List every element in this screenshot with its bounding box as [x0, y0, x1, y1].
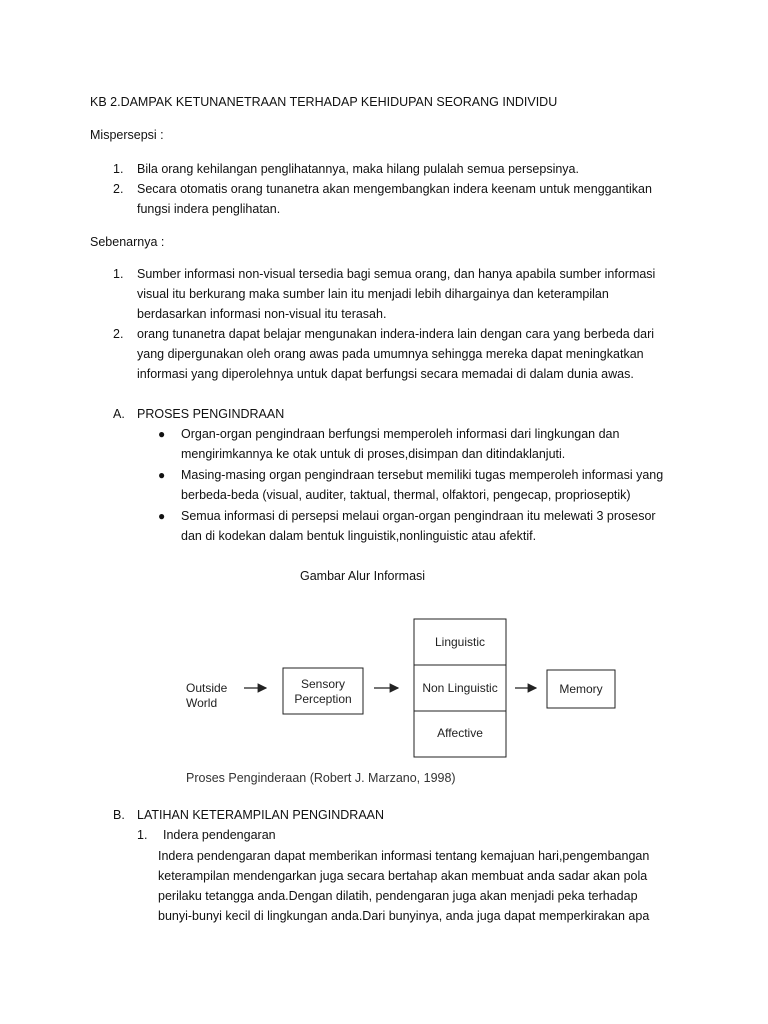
- list-item-text: fungsi indera penglihatan.: [137, 202, 281, 216]
- list-item-text: Secara otomatis orang tunanetra akan mengembangkan indera keenam untuk menggantikan: [137, 182, 652, 196]
- bullet-icon: ●: [158, 509, 166, 523]
- non-linguistic-label: Non Linguistic: [422, 681, 498, 695]
- sensory-perception-box: [283, 668, 363, 714]
- list-item-text: informasi yang diperolehnya untuk dapat berfungsi secara memadai di dalam dunia awas.: [137, 367, 634, 381]
- figure-caption: Proses Penginderaan (Robert J. Marzano, 1998): [186, 771, 456, 785]
- list-number: 2.: [113, 182, 124, 196]
- sensory-label: Perception: [294, 692, 352, 706]
- list-item-text: visual itu berkurang maka sumber lain itu menjadi lebih dihargainya dan keterampilan: [137, 287, 609, 301]
- section-letter: A.: [113, 407, 125, 421]
- mispersepsi-heading: Mispersepsi :: [90, 128, 164, 142]
- paragraph-line: Indera pendengaran dapat memberikan informasi tentang kemajuan hari,pengembangan: [158, 849, 650, 863]
- affective-label: Affective: [437, 726, 483, 740]
- paragraph-line: bunyi-bunyi kecil di lingkungan anda.Dari bunyinya, anda juga dapat memperkirakan apa: [158, 909, 650, 923]
- section-letter: B.: [113, 808, 125, 822]
- outside-world-label: Outside: [186, 681, 228, 695]
- linguistic-label: Linguistic: [434, 635, 486, 649]
- bullet-icon: ●: [158, 468, 166, 482]
- figure-heading: Gambar Alur Informasi: [300, 569, 426, 583]
- list-number: 1.: [113, 267, 124, 281]
- section-b-heading: LATIHAN KETERAMPILAN PENGINDRAAN: [137, 808, 385, 822]
- bullet-text: Masing-masing organ pengindraan tersebut memiliki tugas memperoleh informasi yang: [181, 468, 664, 482]
- bullet-text: Organ-organ pengindraan berfungsi memperoleh informasi dari lingkungan dan: [181, 427, 620, 441]
- information-flow-diagram: [180, 612, 640, 792]
- paragraph-line: keterampilan mendengarkan juga secara bertahap akan membuat anda sadar akan pola: [158, 869, 648, 883]
- document-title: KB 2.DAMPAK KETUNANETRAAN TERHADAP KEHIDUPAN SEORANG INDIVIDU: [90, 95, 558, 109]
- bullet-text: berbeda-beda (visual, auditer, taktual, thermal, olfaktori, pengecap, proprioseptik): [181, 488, 631, 502]
- sensory-label: Sensory: [300, 677, 346, 691]
- list-item-text: Sumber informasi non-visual tersedia bagi semua orang, dan hanya apabila sumber informasi: [137, 267, 656, 281]
- paragraph-line: perilaku tetangga anda.Dengan dilatih, pendengaran juga akan menjadi peka terhadap: [158, 889, 638, 903]
- outside-world-label: World: [186, 696, 218, 710]
- list-number: 1.: [137, 828, 148, 842]
- sebenarnya-heading: Sebenarnya :: [90, 235, 165, 249]
- bullet-icon: ●: [158, 427, 166, 441]
- list-item-text: orang tunanetra dapat belajar mengunakan indera-indera lain dengan cara yang berbeda dari: [137, 327, 655, 341]
- memory-label: Memory: [559, 682, 603, 696]
- list-item-text: Bila orang kehilangan penglihatannya, maka hilang pulalah semua persepsinya.: [137, 162, 579, 176]
- bullet-text: Semua informasi di persepsi melaui organ-organ pengindraan itu melewati 3 prosesor: [181, 509, 656, 523]
- list-item-text: yang dipergunakan oleh orang awas pada umumnya sehingga mereka dapat meningkatkan: [137, 347, 644, 361]
- list-item-text: berdasarkan informasi non-visual itu terasah.: [137, 307, 387, 321]
- section-a-heading: PROSES PENGINDRAAN: [137, 407, 285, 421]
- bullet-text: mengirimkannya ke otak untuk di proses,disimpan dan ditindaklanjuti.: [181, 447, 566, 461]
- list-number: 1.: [113, 162, 124, 176]
- subsection-title: Indera pendengaran: [163, 828, 276, 842]
- list-number: 2.: [113, 327, 124, 341]
- bullet-text: dan di kodekan dalam bentuk linguistik,nonlinguistic atau afektif.: [181, 529, 537, 543]
